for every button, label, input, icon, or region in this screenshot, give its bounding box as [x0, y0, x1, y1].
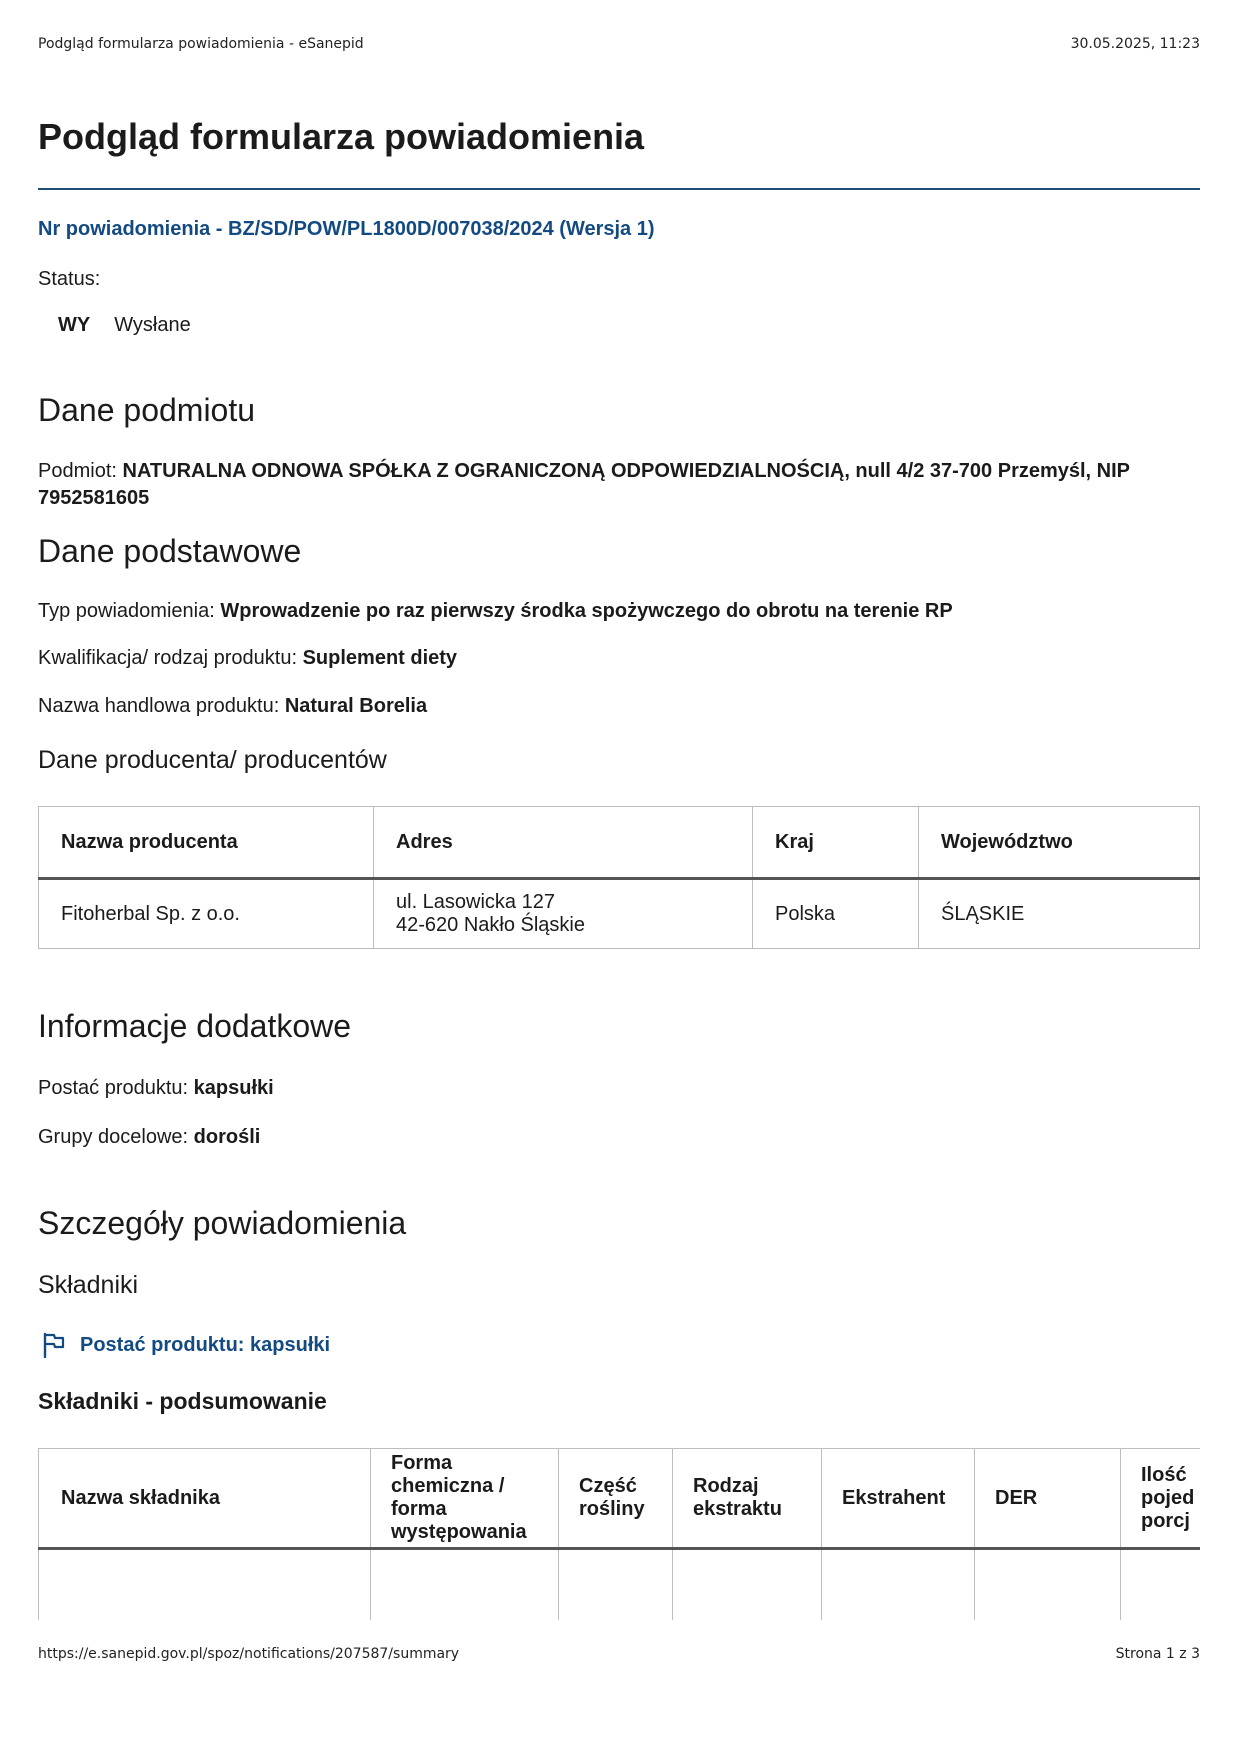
qualification-field: [38, 645, 1200, 672]
producer-address-line2: 42-620 Nakło Śląskie: [396, 914, 585, 936]
type-label: Typ powiadomienia:: [38, 600, 215, 622]
col-producer-name: Nazwa producenta: [39, 807, 374, 879]
producer-address-line1: ul. Lasowicka 127: [396, 891, 555, 913]
target-groups-value: dorośli: [193, 1126, 261, 1148]
product-form-link[interactable]: [42, 1332, 330, 1358]
browser-page-title: Podgląd formularza powiadomienia - eSanepid: [38, 36, 364, 52]
status-code: WY: [58, 314, 91, 336]
product-form-field: [38, 1075, 1200, 1102]
qualification-value: Suplement diety: [302, 647, 458, 669]
col-extract-type: Rodzaj ekstraktu: [673, 1449, 822, 1549]
producer-country: Polska: [753, 879, 919, 949]
entity-heading: Dane podmiotu: [38, 392, 256, 428]
table-cell: [559, 1549, 673, 1621]
col-plant-part: Część rośliny: [559, 1449, 673, 1549]
col-address: Adres: [374, 807, 753, 879]
producers-heading: Dane producenta/ producentów: [38, 746, 387, 774]
page-counter: Strona 1 z 3: [1115, 1646, 1200, 1662]
type-field: [38, 598, 1200, 625]
product-name-value: Natural Borelia: [284, 695, 428, 717]
ingredients-heading: Składniki: [38, 1271, 139, 1299]
type-value: Wprowadzenie po raz pierwszy środka spożywczego do obrotu na terenie RP: [220, 600, 953, 622]
product-form-value: kapsułki: [193, 1077, 274, 1099]
col-country: Kraj: [753, 807, 919, 879]
product-form-link-label[interactable]: Postać produktu: kapsułki: [80, 1333, 331, 1356]
product-name-label: Nazwa handlowa produktu:: [38, 695, 280, 717]
table-cell: [975, 1549, 1121, 1621]
producers-table: [38, 806, 1200, 949]
col-extractant: Ekstrahent: [822, 1449, 975, 1549]
col-chemical-form: Forma chemiczna / forma występowania: [371, 1449, 559, 1549]
col-amount-per-portion: Ilość pojed porcj: [1121, 1449, 1201, 1549]
product-name-field: [38, 693, 1200, 720]
page-url: https://e.sanepid.gov.pl/spoz/notifications/207587/summary: [38, 1646, 460, 1662]
table-cell: [673, 1549, 822, 1621]
flag-icon: [42, 1332, 66, 1358]
entity-value: NATURALNA ODNOWA SPÓŁKA Z OGRANICZONĄ ODPOWIEDZIALNOŚCIĄ, null 4/2 37-700 Przemyśl, NIP 7952581605: [38, 460, 1130, 509]
col-voivodeship: Województwo: [919, 807, 1200, 879]
producer-address: [374, 879, 753, 949]
table-cell: [39, 1549, 371, 1621]
producer-name: Fitoherbal Sp. z o.o.: [39, 879, 374, 949]
ingredients-header-row: [39, 1449, 1201, 1549]
table-cell: [371, 1549, 559, 1621]
target-groups-label: Grupy docelowe:: [38, 1126, 189, 1148]
table-row: [39, 1549, 1201, 1621]
table-row: [39, 879, 1200, 949]
ingredients-summary-heading: Składniki - podsumowanie: [38, 1388, 327, 1414]
qualification-label: Kwalifikacja/ rodzaj produktu:: [38, 647, 298, 669]
notification-number: Nr powiadomienia - BZ/SD/POW/PL1800D/007038/2024 (Wersja 1): [38, 218, 655, 240]
status-row: [58, 314, 191, 337]
product-form-label: Postać produktu:: [38, 1077, 189, 1099]
ingredients-table: [38, 1448, 1200, 1620]
table-cell: [822, 1549, 975, 1621]
title-divider: [38, 188, 1200, 190]
col-ingredient-name: Nazwa składnika: [39, 1449, 371, 1549]
table-cell: [1121, 1549, 1201, 1621]
target-groups-field: [38, 1124, 1200, 1151]
print-footer: [38, 1646, 1200, 1662]
additional-heading: Informacje dodatkowe: [38, 1008, 352, 1044]
basic-heading: Dane podstawowe: [38, 533, 302, 569]
producer-voivodeship: ŚLĄSKIE: [919, 879, 1200, 949]
entity-field: [38, 458, 1200, 512]
page-title: Podgląd formularza powiadomienia: [38, 116, 645, 157]
page-content: [38, 0, 1200, 1620]
col-der: DER: [975, 1449, 1121, 1549]
status-label: Status:: [38, 268, 101, 290]
entity-label: Podmiot:: [38, 460, 117, 482]
status-text: Wysłane: [114, 314, 191, 336]
producers-header-row: [39, 807, 1200, 879]
print-datetime: 30.05.2025, 11:23: [1070, 36, 1200, 52]
details-heading: Szczegóły powiadomienia: [38, 1205, 407, 1241]
